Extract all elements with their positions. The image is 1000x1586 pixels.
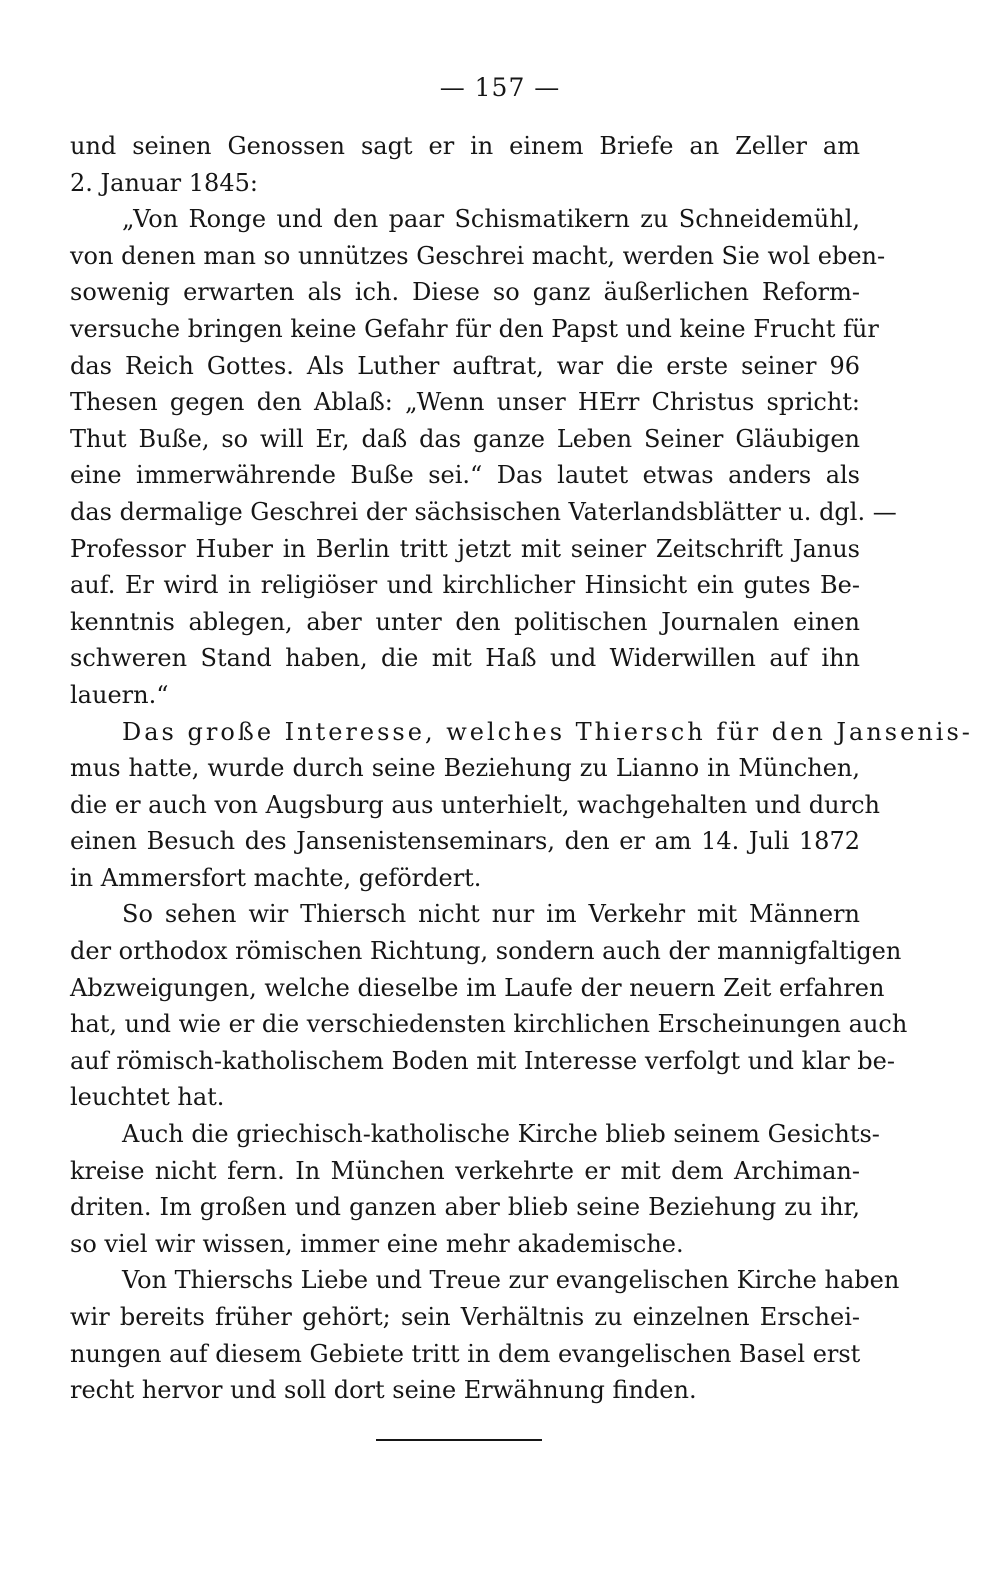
text-line: nungen auf diesem Gebiete tritt in dem evangelischen Basel erst [70,1339,861,1368]
text-line: Abzweigungen, welche dieselbe im Laufe der neuern Zeit erfahren [70,973,885,1002]
text-line: driten. Im großen und ganzen aber blieb seine Beziehung zu ihr, [70,1193,860,1222]
paragraph [70,714,973,897]
text-line: sowenig erwarten als ich. Diese so ganz äußerlichen Reform- [70,278,860,307]
text-line: kenntnis ablegen, aber unter den politischen Journalen einen [70,607,860,636]
text-line: schweren Stand haben, die mit Haß und Widerwillen auf ihn [70,644,860,673]
paragraph [70,128,860,201]
quotation-paragraph [70,201,897,713]
text-line: einen Besuch des Jansenistenseminars, den er am 14. Juli 1872 [70,827,860,856]
text-line: So sehen wir Thiersch nicht nur im Verkehr mit Männern [122,900,860,929]
text-line: 2. Januar 1845: [70,168,258,197]
text-line: lauern.“ [70,680,169,709]
text-line: und seinen Genossen sagt er in einem Briefe an Zeller am [70,132,860,160]
paragraph [70,1116,880,1262]
paragraph [70,1262,900,1408]
text-line: so viel wir wissen, immer eine mehr akademische. [70,1229,684,1258]
text-line: von denen man so unnützes Geschrei macht, werden Sie wol eben- [70,241,886,270]
text-line: Thut Buße, so will Er, daß das ganze Leben Seiner Gläubigen [70,424,860,453]
text-line: Auch die griechisch-katholische Kirche blieb seinem Gesichts- [122,1120,880,1149]
text-line: in Ammersfort machte, gefördert. [70,863,482,892]
text-line: der orthodox römischen Richtung, sondern auch der mannigfaltigen [70,937,902,966]
text-line: wir bereits früher gehört; sein Verhältnis zu einzelnen Erschei- [70,1303,860,1331]
body-text [70,128,973,1409]
text-line: auf römisch-katholischem Boden mit Interesse verfolgt und klar be- [70,1046,895,1075]
text-line: die er auch von Augsburg aus unterhielt, wachgehalten und durch [70,790,880,819]
text-line: Professor Huber in Berlin tritt jetzt mit seiner Zeitschrift Janus [70,534,860,563]
closing-rule [376,1439,542,1441]
paragraph [70,896,908,1116]
page-number: — 157 — [439,73,561,102]
text-line: leuchtet hat. [70,1083,225,1112]
text-line: auf. Er wird in religiöser und kirchlicher Hinsicht ein gutes Be- [70,571,860,600]
text-line: Das große Interesse, welches Thiersch für den Jansenis- [122,717,973,746]
text-line: das dermalige Geschrei der sächsischen Vaterlandsblätter u. dgl. — [70,497,897,526]
text-line: das Reich Gottes. Als Luther auftrat, war die erste seiner 96 [70,351,860,380]
text-line: recht hervor und soll dort seine Erwähnung finden. [70,1376,697,1405]
text-line: mus hatte, wurde durch seine Beziehung zu Lianno in München, [70,754,860,783]
text-line: kreise nicht fern. In München verkehrte er mit dem Archiman- [70,1156,860,1185]
text-line: versuche bringen keine Gefahr für den Papst und keine Frucht für [70,314,879,343]
text-line: „Von Ronge und den paar Schismatikern zu Schneidemühl, [122,205,860,234]
text-line: Thesen gegen den Ablaß: „Wenn unser HErr Christus spricht: [70,388,860,417]
text-line: eine immerwährende Buße sei.“ Das lautet etwas anders als [70,461,860,490]
text-line: Von Thierschs Liebe und Treue zur evangelischen Kirche haben [122,1266,900,1295]
text-line: hat, und wie er die verschiedensten kirchlichen Erscheinungen auch [70,1010,908,1039]
